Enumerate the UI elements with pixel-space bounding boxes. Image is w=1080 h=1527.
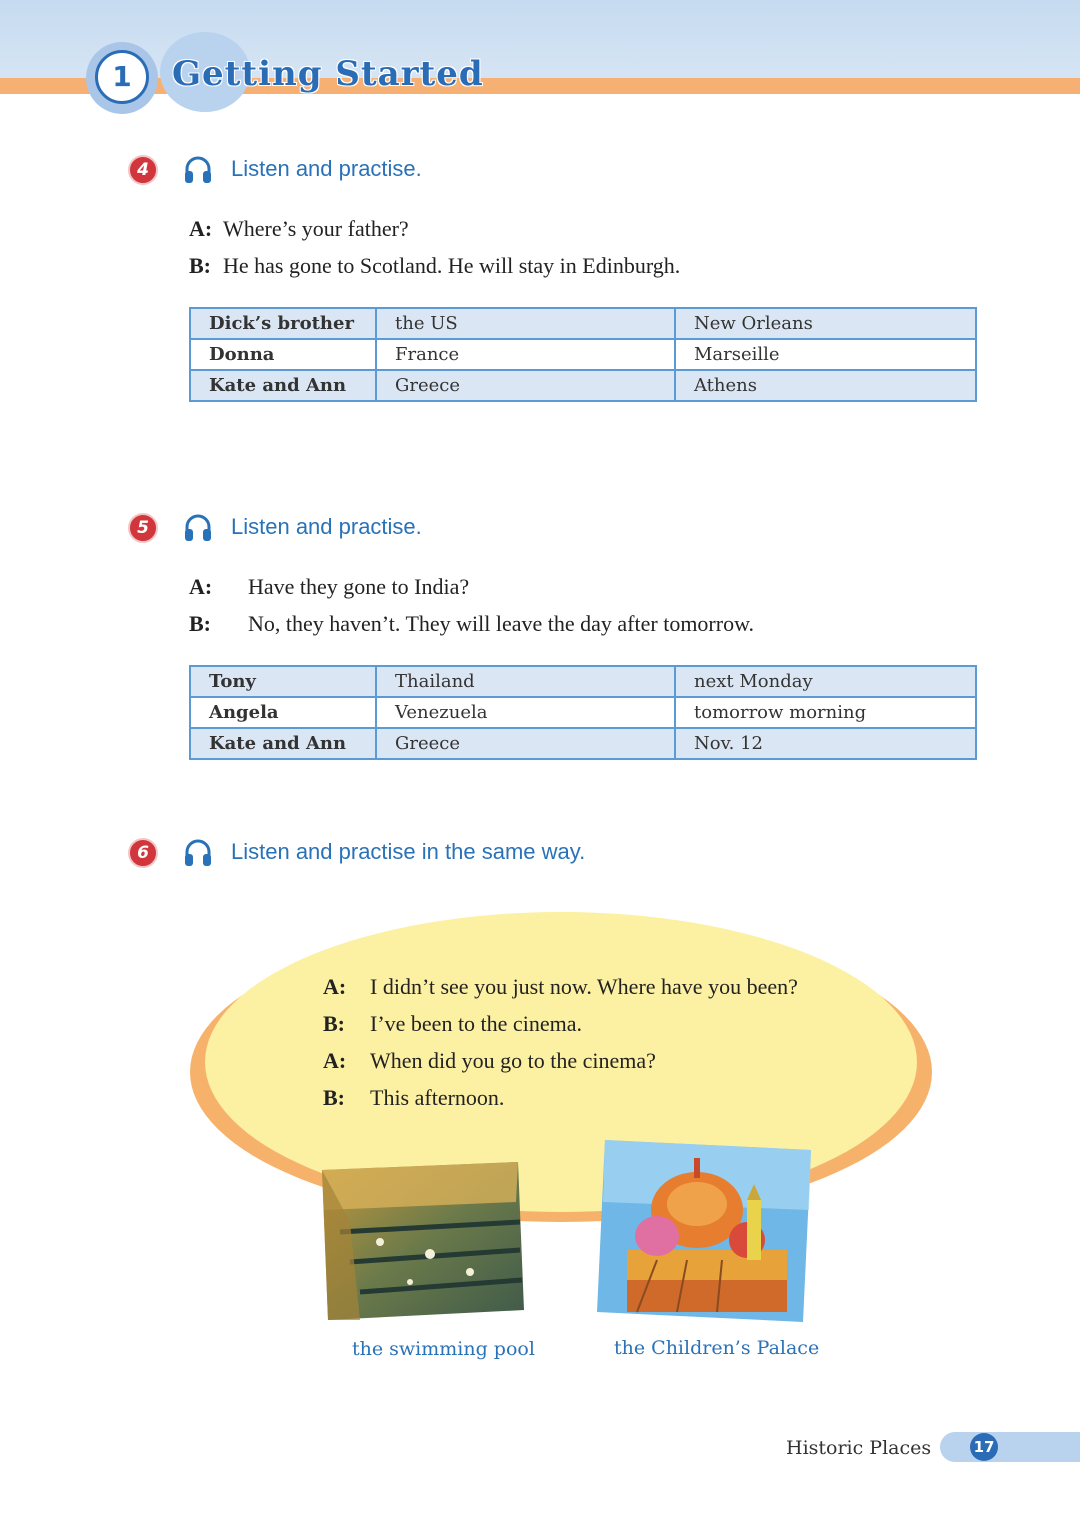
table-row xyxy=(190,370,976,401)
table-cell: Venezuela xyxy=(376,697,675,728)
table-row xyxy=(190,728,976,759)
table-row xyxy=(190,308,976,339)
table-cell: Greece xyxy=(376,728,675,759)
dialogue-text: He has gone to Scotland. He will stay in Edinburgh. xyxy=(223,253,681,278)
table-cell: Dick’s brother xyxy=(190,308,376,339)
childrens-palace-picture xyxy=(597,1140,811,1322)
exercise-instruction: Listen and practise in the same way. xyxy=(231,839,586,864)
page-title: Getting Started xyxy=(172,54,484,94)
page-number: 17 xyxy=(970,1433,998,1461)
exercise-instruction: Listen and practise. xyxy=(231,156,422,181)
dialogue-line xyxy=(189,253,680,279)
table-cell: Donna xyxy=(190,339,376,370)
table-cell: Nov. 12 xyxy=(675,728,976,759)
table-row xyxy=(190,339,976,370)
exercise-number-badge: 5 xyxy=(128,513,158,543)
speaker-label: A: xyxy=(323,974,347,999)
table-cell: Athens xyxy=(675,370,976,401)
swimming-pool-picture xyxy=(320,1162,524,1320)
table-cell: next Monday xyxy=(675,666,976,697)
dialogue-text: I’ve been to the cinema. xyxy=(370,1011,582,1036)
dialogue-line xyxy=(323,1085,504,1111)
dialogue-text: No, they haven’t. They will leave the day after tomorrow. xyxy=(248,611,755,636)
footer-unit-name: Historic Places xyxy=(786,1437,932,1459)
table-cell: Greece xyxy=(376,370,675,401)
table-cell: New Orleans xyxy=(675,308,976,339)
dialogue-line xyxy=(189,611,754,637)
headphones-icon[interactable] xyxy=(182,154,214,186)
speaker-label: B: xyxy=(189,611,211,636)
table-row xyxy=(190,666,976,697)
headphones-icon[interactable] xyxy=(182,512,214,544)
table-cell: Kate and Ann xyxy=(190,370,376,401)
speaker-label: A: xyxy=(189,216,213,241)
picture-caption: the swimming pool xyxy=(352,1338,535,1360)
dialogue-text: This afternoon. xyxy=(370,1085,505,1110)
speaker-label: B: xyxy=(323,1085,345,1110)
table-row xyxy=(190,697,976,728)
speaker-label: A: xyxy=(189,574,213,599)
speaker-label: A: xyxy=(323,1048,347,1073)
table-cell: tomorrow morning xyxy=(675,697,976,728)
table-cell: France xyxy=(376,339,675,370)
unit-number-badge: 1 xyxy=(95,50,149,104)
table-cell: Kate and Ann xyxy=(190,728,376,759)
exercise-number-badge: 6 xyxy=(128,838,158,868)
speaker-label: B: xyxy=(189,253,211,278)
table-cell: Marseille xyxy=(675,339,976,370)
dialogue-text: I didn’t see you just now. Where have you been? xyxy=(370,974,798,999)
picture-caption: the Children’s Palace xyxy=(614,1337,820,1359)
dialogue-text: Where’s your father? xyxy=(223,216,409,241)
table-cell: the US xyxy=(376,308,675,339)
exercise-number-badge: 4 xyxy=(128,155,158,185)
dialogue-line xyxy=(189,216,409,242)
dialogue-line xyxy=(323,1011,582,1037)
footer-page-bar xyxy=(940,1432,1080,1462)
table-cell: Thailand xyxy=(376,666,675,697)
dialogue-text: Have they gone to India? xyxy=(248,574,470,599)
dialogue-text: When did you go to the cinema? xyxy=(370,1048,656,1073)
headphones-icon[interactable] xyxy=(182,837,214,869)
table-cell: Tony xyxy=(190,666,376,697)
dialogue-line xyxy=(189,574,469,600)
substitution-table xyxy=(189,665,977,760)
dialogue-line xyxy=(323,1048,656,1074)
substitution-table xyxy=(189,307,977,402)
table-cell: Angela xyxy=(190,697,376,728)
dialogue-line xyxy=(323,974,798,1000)
exercise-instruction: Listen and practise. xyxy=(231,514,422,539)
speaker-label: B: xyxy=(323,1011,345,1036)
